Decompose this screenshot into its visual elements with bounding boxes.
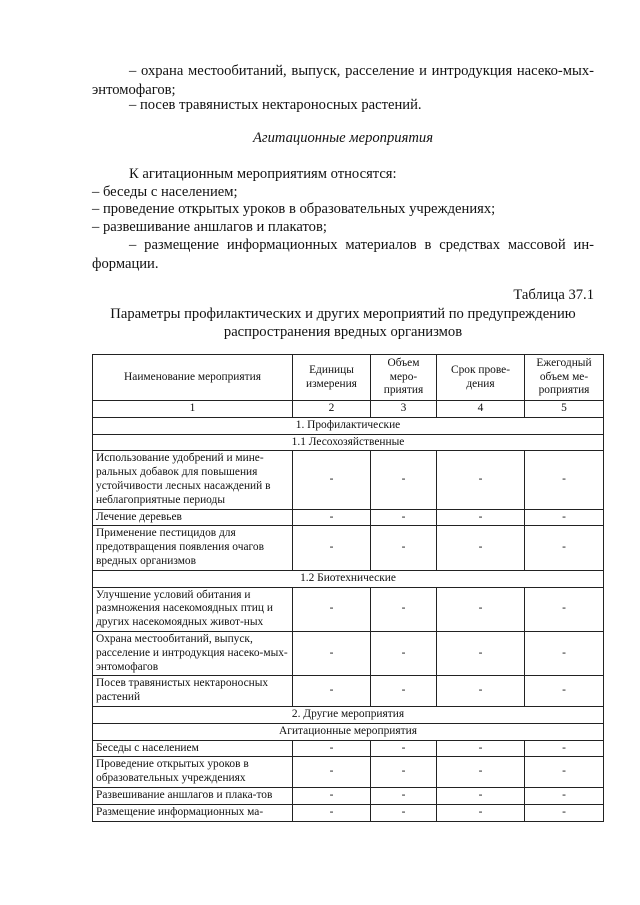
row-units: -: [293, 509, 371, 526]
column-number: 1: [93, 401, 293, 418]
column-number: 3: [371, 401, 437, 418]
row-term: -: [437, 509, 525, 526]
row-name: Размещение информационных ма-: [93, 804, 293, 821]
header-annual-volume: Ежегодный объем ме-роприятия: [525, 355, 604, 401]
table-row: [93, 587, 604, 631]
row-name: Улучшение условий обитания и размножения насекомоядных птиц и других насекомоядных живот-ных: [93, 587, 293, 631]
row-annual-volume: -: [525, 631, 604, 675]
table-number: Таблица 37.1: [513, 287, 594, 303]
row-volume: -: [371, 676, 437, 707]
section-row: [93, 570, 604, 587]
table-row: [93, 451, 604, 509]
row-volume: -: [371, 804, 437, 821]
paragraph-nectar-plants: – посев травянистых нектароносных растений.: [129, 97, 422, 113]
row-annual-volume: -: [525, 804, 604, 821]
row-annual-volume: -: [525, 740, 604, 757]
row-volume: -: [371, 509, 437, 526]
list-item-posters: – развешивание аншлагов и плакатов;: [92, 219, 327, 235]
row-term: -: [437, 740, 525, 757]
row-volume: -: [371, 451, 437, 509]
row-annual-volume: -: [525, 451, 604, 509]
row-annual-volume: -: [525, 587, 604, 631]
table-row: [93, 631, 604, 675]
row-name: Применение пестицидов для предотвращения появления очагов вредных организмов: [93, 526, 293, 570]
list-item-media: – размещение информационных материалов в средствах массовой ин-формации.: [92, 237, 594, 272]
row-annual-volume: -: [525, 676, 604, 707]
section-row: [93, 434, 604, 451]
row-annual-volume: -: [525, 526, 604, 570]
row-volume: -: [371, 631, 437, 675]
row-volume: -: [371, 787, 437, 804]
row-units: -: [293, 787, 371, 804]
row-term: -: [437, 757, 525, 788]
table-row: [93, 804, 604, 821]
list-item-open-lessons: – проведение открытых уроков в образовательных учреждениях;: [92, 201, 496, 217]
column-number: 4: [437, 401, 525, 418]
row-name: Беседы с населением: [93, 740, 293, 757]
section-forestry: 1.1 Лесохозяйственные: [93, 434, 604, 451]
row-term: -: [437, 787, 525, 804]
row-units: -: [293, 587, 371, 631]
paragraph-agitation-intro: К агитационным мероприятиям относятся:: [129, 166, 397, 182]
table-header-row: [93, 355, 604, 401]
header-volume: Объем меро-приятия: [371, 355, 437, 401]
row-term: -: [437, 587, 525, 631]
table-row: [93, 676, 604, 707]
column-number-row: [93, 401, 604, 418]
row-term: -: [437, 526, 525, 570]
section-agitation: Агитационные мероприятия: [93, 723, 604, 740]
row-volume: -: [371, 587, 437, 631]
section-row: [93, 723, 604, 740]
row-annual-volume: -: [525, 787, 604, 804]
row-volume: -: [371, 526, 437, 570]
header-event-name: Наименование мероприятия: [93, 355, 293, 401]
header-term: Срок прове-дения: [437, 355, 525, 401]
row-annual-volume: -: [525, 757, 604, 788]
row-annual-volume: -: [525, 509, 604, 526]
section-preventive: 1. Профилактические: [93, 417, 604, 434]
paragraph-habitat-protection: – охрана местообитаний, выпуск, расселение и интродукция насеко-мых-энтомофагов;: [92, 63, 594, 98]
row-name: Охрана местообитаний, выпуск, расселение и интродукция насеко-мых-энтомофагов: [93, 631, 293, 675]
list-item-conversations: – беседы с населением;: [92, 184, 238, 200]
section-row: [93, 417, 604, 434]
table-row: [93, 526, 604, 570]
section-biotechnical: 1.2 Биотехнические: [93, 570, 604, 587]
row-units: -: [293, 804, 371, 821]
table-row: [93, 509, 604, 526]
row-units: -: [293, 740, 371, 757]
section-row: [93, 706, 604, 723]
row-name: Посев травянистых нектароносных растений: [93, 676, 293, 707]
row-term: -: [437, 451, 525, 509]
column-number: 2: [293, 401, 371, 418]
table-row: [93, 740, 604, 757]
row-units: -: [293, 676, 371, 707]
section-title-agitation: Агитационные мероприятия: [253, 130, 433, 146]
row-term: -: [437, 804, 525, 821]
table-title: Параметры профилактических и других мероприятий по предупреждению распространения вредных организмов: [110, 306, 576, 340]
row-term: -: [437, 631, 525, 675]
row-name: Проведение открытых уроков в образовательных учреждениях: [93, 757, 293, 788]
table-row: [93, 787, 604, 804]
row-name: Лечение деревьев: [93, 509, 293, 526]
header-units: Единицы измерения: [293, 355, 371, 401]
row-name: Развешивание аншлагов и плака-тов: [93, 787, 293, 804]
parameters-table: [92, 354, 604, 822]
column-number: 5: [525, 401, 604, 418]
row-volume: -: [371, 757, 437, 788]
row-units: -: [293, 631, 371, 675]
row-units: -: [293, 757, 371, 788]
section-other: 2. Другие мероприятия: [93, 706, 604, 723]
row-term: -: [437, 676, 525, 707]
row-units: -: [293, 526, 371, 570]
row-units: -: [293, 451, 371, 509]
table-row: [93, 757, 604, 788]
row-name: Использование удобрений и мине-ральных добавок для повышения устойчивости лесных насаждений в неблагоприятные периоды: [93, 451, 293, 509]
row-volume: -: [371, 740, 437, 757]
